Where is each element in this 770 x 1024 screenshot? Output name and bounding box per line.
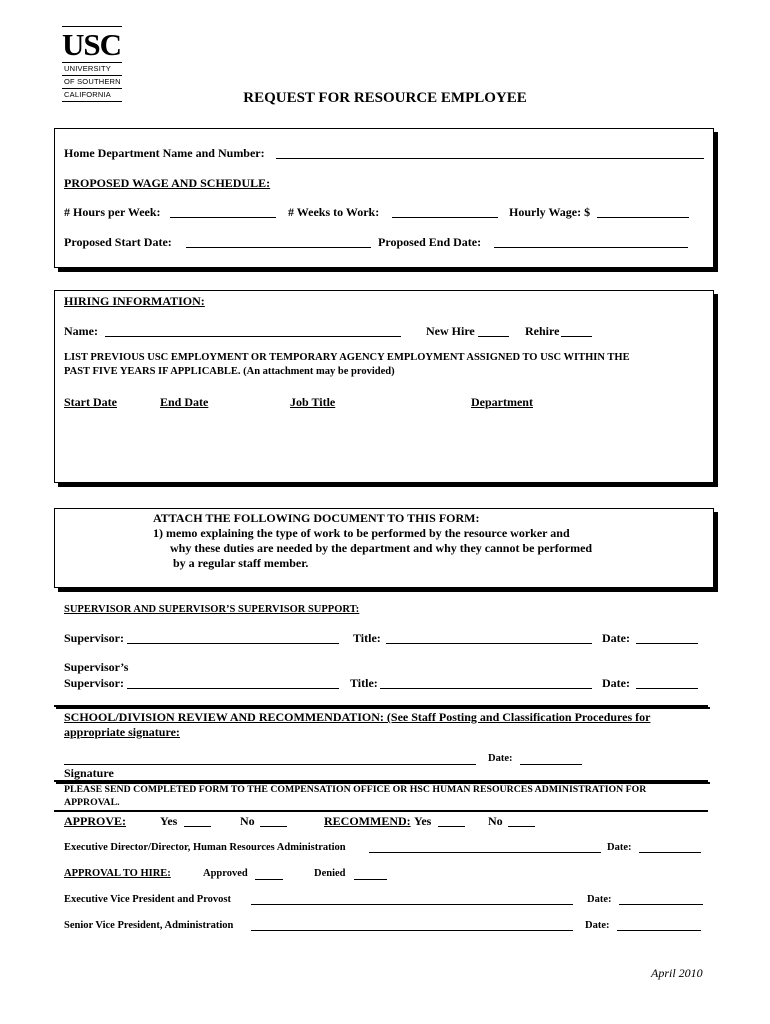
exec-director-label: Executive Director/Director, Human Resources Administration [64,842,346,853]
sup2-date-label: Date: [602,676,630,690]
wage-label: Hourly Wage: $ [509,205,591,219]
supervisor-title-field[interactable] [386,643,592,644]
attach-line4: by a regular staff member. [173,556,309,570]
start-date-field[interactable] [186,247,371,248]
supervisor-field[interactable] [127,643,339,644]
evp-date-label: Date: [587,894,612,905]
logo-abbr: USC [62,27,122,62]
svp-field[interactable] [251,930,573,931]
recommend-no-field[interactable] [508,826,535,827]
signature-field[interactable] [64,764,476,765]
weeks-label: # Weeks to Work: [288,205,380,219]
approve-no-label: No [240,814,255,828]
supervisor-date-label: Date: [602,631,630,645]
school-divider [54,780,708,782]
approved-label: Approved [203,868,248,879]
approve-divider [54,810,708,812]
school-header-1: SCHOOL/DIVISION REVIEW AND RECOMMENDATION: (See Staff Posting and Classification Procedures for [64,710,651,724]
approve-yes-field[interactable] [184,826,211,827]
proposed-header: PROPOSED WAGE AND SCHEDULE: [64,176,271,190]
sup2-field[interactable] [127,688,339,689]
recommend-yes-field[interactable] [438,826,465,827]
approved-field[interactable] [255,879,283,880]
school-divider-top [54,705,708,707]
exec-director-date-field[interactable] [639,852,701,853]
weeks-field[interactable] [392,217,498,218]
start-date-label: Proposed Start Date: [64,235,172,249]
school-date-label: Date: [488,753,513,764]
exec-director-field[interactable] [369,852,601,853]
attach-line3: why these duties are needed by the department and why they cannot be performed [170,541,593,555]
exec-director-date-label: Date: [607,842,632,853]
school-date-field[interactable] [520,764,582,765]
rehire-label: Rehire [525,324,560,338]
new-hire-label: New Hire [426,324,475,338]
sup2-title-label: Title: [350,676,378,690]
col-department: Department [471,395,533,409]
hours-label: # Hours per Week: [64,205,161,219]
svp-date-field[interactable] [617,930,701,931]
revision-date: April 2010 [651,966,703,980]
sup2-title-field[interactable] [380,688,592,689]
please-send-2: APPROVAL. [64,797,120,808]
approve-no-field[interactable] [260,826,287,827]
sup2-date-field[interactable] [636,688,698,689]
home-dept-field[interactable] [276,158,704,159]
svp-date-label: Date: [585,920,610,931]
supervisor-date-field[interactable] [636,643,698,644]
denied-field[interactable] [354,879,387,880]
wage-field[interactable] [597,217,689,218]
approve-label: APPROVE: [64,814,126,828]
signature-label: Signature [64,766,114,780]
approval-to-hire-label: APPROVAL TO HIRE: [64,868,171,879]
col-start-date: Start Date [64,395,117,409]
logo-line1: UNIVERSITY [64,64,112,73]
evp-field[interactable] [251,904,573,905]
evp-date-field[interactable] [619,904,703,905]
logo-line3: CALIFORNIA [64,90,112,99]
school-header-2: appropriate signature: [64,725,180,739]
approve-yes-label: Yes [160,814,178,828]
sup2-label-line2: Supervisor: [64,676,124,690]
recommend-label: RECOMMEND: [324,814,411,828]
new-hire-field[interactable] [478,336,509,337]
home-dept-label: Home Department Name and Number: [64,146,265,160]
name-label: Name: [64,324,98,338]
hiring-info-box [54,290,714,483]
end-date-label: Proposed End Date: [378,235,482,249]
list-instruction-2: PAST FIVE YEARS IF APPLICABLE. (An attachment may be provided) [64,366,395,377]
attach-line2: 1) memo explaining the type of work to be performed by the resource worker and [153,526,570,540]
denied-label: Denied [314,868,346,879]
evp-label: Executive Vice President and Provost [64,894,232,905]
sup2-label-line1: Supervisor’s [64,660,129,674]
page-title: REQUEST FOR RESOURCE EMPLOYEE [243,90,527,106]
list-instruction-1: LIST PREVIOUS USC EMPLOYMENT OR TEMPORARY AGENCY EMPLOYMENT ASSIGNED TO USC WITHIN THE [64,352,630,363]
please-send-1: PLEASE SEND COMPLETED FORM TO THE COMPENSATION OFFICE OR HSC HUMAN RESOURCES ADMINISTRATION FOR [64,784,647,795]
end-date-field[interactable] [494,247,688,248]
rehire-field[interactable] [561,336,592,337]
attach-line1: ATTACH THE FOLLOWING DOCUMENT TO THIS FORM: [153,511,480,525]
name-field[interactable] [105,336,401,337]
supervisor-label: Supervisor: [64,631,124,645]
hiring-header: HIRING INFORMATION: [64,294,205,308]
recommend-no-label: No [488,814,503,828]
recommend-yes-label: Yes [414,814,432,828]
col-job-title: Job Title [290,395,336,409]
supervisor-header: SUPERVISOR AND SUPERVISOR’S SUPERVISOR SUPPORT: [64,604,360,615]
svp-label: Senior Vice President, Administration [64,920,234,931]
col-end-date: End Date [160,395,209,409]
logo-line2: OF SOUTHERN [64,77,121,86]
hours-field[interactable] [170,217,276,218]
supervisor-title-label: Title: [353,631,381,645]
